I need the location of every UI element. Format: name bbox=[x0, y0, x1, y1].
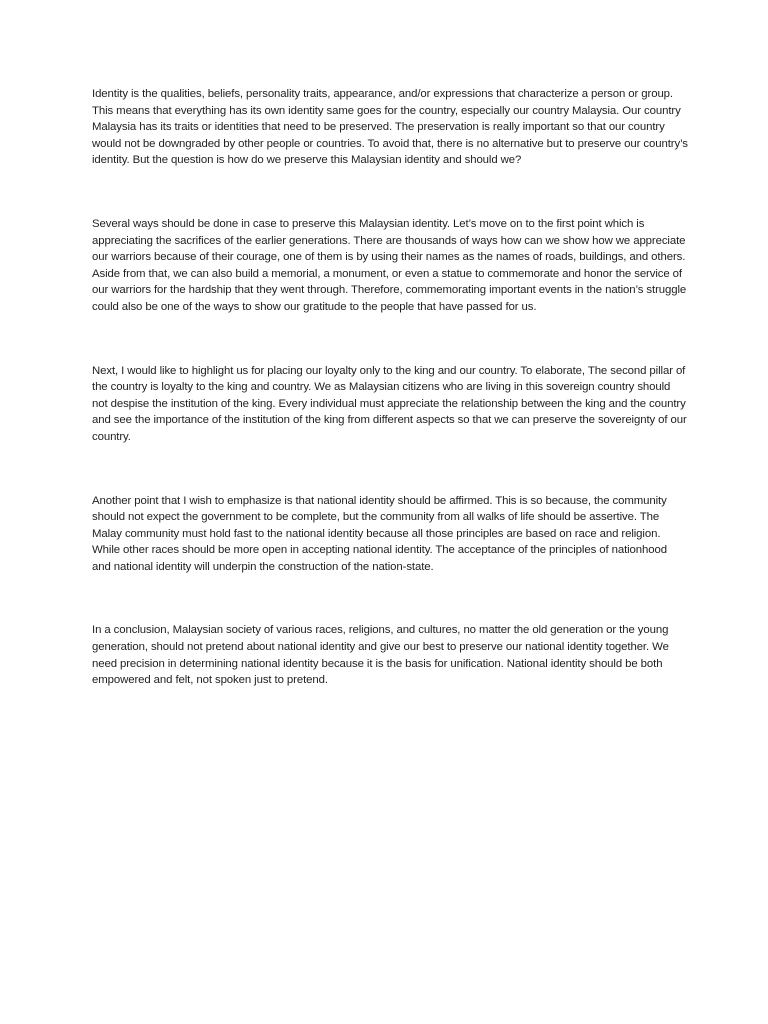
paragraph-introduction: Identity is the qualities, beliefs, personality traits, appearance, and/or expressions that characterize a person or group. This means that everything has its own identity same goes for the country, especially our country Malaysia. Our country Malaysia has its traits or identities that need to be preserved. The preservation is really important so that our country would not be downgraded by other people or countries. To avoid that, there is no alternative but to preserve our country’s identity. But the question is how do we preserve this Malaysian identity and should we? bbox=[92, 88, 688, 167]
paragraph-national-identity-affirmed: Another point that I wish to emphasize is that national identity should be affirmed. This is so because, the community should not expect the government to be complete, but the community from all walks of life should be assertive. The Malay community must hold fast to the national identity because all those principles are based on race and religion. While other races should be more open in accepting national identity. The acceptance of the principles of nationhood and national identity will underpin the construction of the nation-state. bbox=[92, 494, 667, 573]
document-body bbox=[92, 86, 688, 689]
paragraph-loyalty-to-king: Next, I would like to highlight us for placing our loyalty only to the king and our country. To elaborate, The second pillar of the country is loyalty to the king and country. We as Malaysian citizens who are living in this sovereign country should not despise the institution of the king. Every individual must appreciate the relationship between the king and the country and see the importance of the institution of the king from different aspects so that we can preserve the sovereignty of our country. bbox=[92, 364, 687, 443]
paragraph-appreciating-sacrifices: Several ways should be done in case to preserve this Malaysian identity. Let’s move on to the first point which is appreciating the sacrifices of the earlier generations. There are thousands of ways how can we show how we appreciate our warriors because of their courage, one of them is by using their names as the names of roads, buildings, and others. Aside from that, we can also build a memorial, a monument, or even a statue to commemorate and honor the service of our warriors for the hardship that they went through. Therefore, commemorating important events in the nation’s struggle could also be one of the ways to show our gratitude to the people that have passed for us. bbox=[92, 217, 687, 313]
paragraph-conclusion: In a conclusion, Malaysian society of various races, religions, and cultures, no matter the old generation or the young generation, should not pretend about national identity and give our best to preserve our national identity together. We need precision in determining national identity because it is the basis for unification. National identity should be both empowered and felt, not spoken just to pretend. bbox=[92, 624, 669, 687]
